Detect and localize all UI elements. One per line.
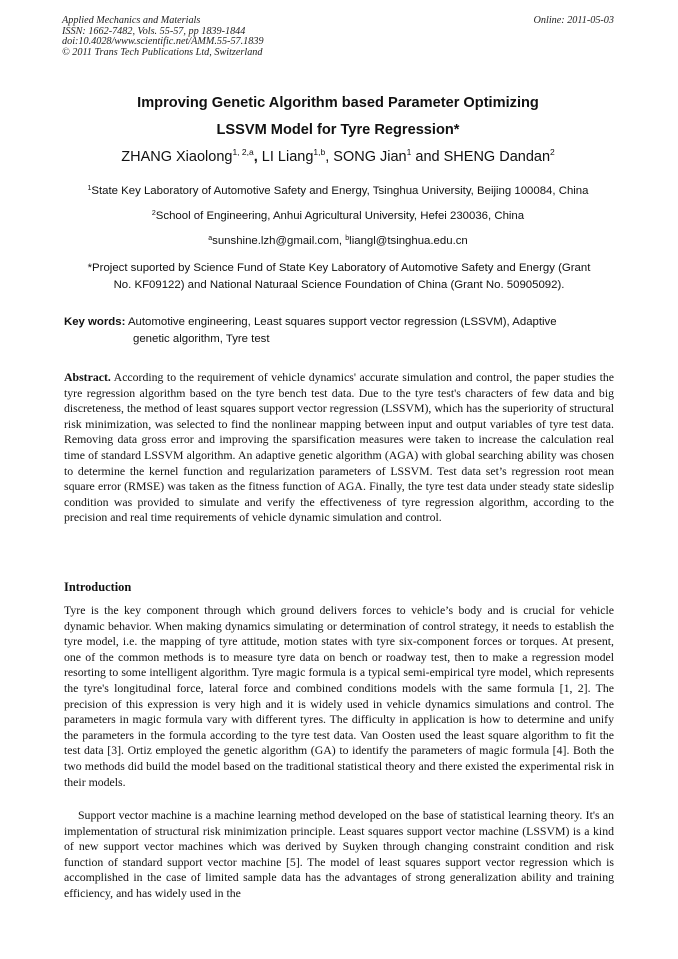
keywords-line-1: Automotive engineering, Least squares support vector regression (LSSVM), Adaptive xyxy=(125,316,557,328)
doi-line: doi:10.4028/www.scientific.net/AMM.55-57.1839 xyxy=(62,36,264,48)
issn-line: ISSN: 1662-7482, Vols. 55-57, pp 1839-1844 xyxy=(62,25,246,37)
author-emails xyxy=(56,235,620,247)
author-name: ZHANG Xiaolong xyxy=(121,149,233,165)
title-line-1: Improving Genetic Algorithm based Parameter Optimizing xyxy=(137,95,539,111)
affiliation-text: School of Engineering, Anhui Agricultural University, Hefei 230036, China xyxy=(155,210,525,222)
author-name: SONG Jian xyxy=(333,149,407,165)
copyright-line: © 2011 Trans Tech Publications Ltd, Switzerland xyxy=(62,46,263,58)
author-name: SHENG Dandan xyxy=(443,149,551,165)
intro-paragraph-1: Tyre is the key component through which ground delivers forces to vehicle’s body and is crucial for vehicle dynamic behavior. When making dynamics simulating or determination of control strategy, it needs to establish the tyre model, i.e. the mapping of tyre attitude, motion states with tyre six-component forces or torques. At present, one of the common methods is to measure tyre data on bench or roadway test, then to make a regression model resorting to some intelligent algorithm. Tyre magic formula is a typical semi-empirical tyre model, which represents the tyre's longitudinal force, lateral force and combined conditions models with the same formula [1, 2]. The precision of this expression is very high and it is widely used in vehicle dynamics simulations and control. The parameters in magic formula vary with different tyres. The difficulty in application is how to determine and unify the parameters in the formula according to the tyre test data. Van Oosten used the least square algorithm to fit the test data [3]. Ortiz employed the genetic algorithm (GA) to identify the parameters of magic formula [4]. Both the two methods did build the model based on the traditional statistical theory and there existed the experimental risk in their models. xyxy=(64,603,614,789)
online-date: Online: 2011-05-03 xyxy=(533,15,614,26)
author-superscript: 2 xyxy=(550,147,555,157)
author-superscript: 1, 2,a xyxy=(232,147,254,157)
paper-title xyxy=(62,90,614,144)
affiliation-superscript: 1 xyxy=(87,185,92,192)
funding-line-1: *Project suported by Science Fund of State Key Laboratory of Automotive Safety and Energy (Grant xyxy=(87,262,591,274)
title-line-2: LSSVM Model for Tyre Regression* xyxy=(216,122,460,138)
affiliation-2 xyxy=(56,210,620,222)
journal-header xyxy=(62,16,392,58)
keywords-line-2: genetic algorithm, Tyre test xyxy=(133,333,270,345)
email-superscript: a xyxy=(208,235,213,242)
author-name: LI Liang xyxy=(261,149,314,165)
abstract-label: Abstract. xyxy=(64,370,111,384)
section-heading-introduction: Introduction xyxy=(64,580,132,594)
author-superscript: 1 xyxy=(406,147,412,157)
author-list xyxy=(62,149,614,165)
author-separator: , xyxy=(325,149,334,165)
funding-note xyxy=(64,260,614,294)
author-separator: and xyxy=(411,149,444,165)
keywords-label: Key words: xyxy=(64,316,126,328)
author-superscript: 1,b xyxy=(313,147,326,157)
affiliation-1 xyxy=(56,185,620,197)
email-superscript: b xyxy=(345,235,350,242)
affiliation-superscript: 2 xyxy=(151,210,156,217)
journal-name: Applied Mechanics and Materials xyxy=(62,15,201,26)
author-separator: , xyxy=(253,149,262,165)
funding-line-2: No. KF09122) and National Naturaal Science Foundation of China (Grant No. 50905092). xyxy=(113,279,565,291)
email-a: sunshine.lzh@gmail.com, xyxy=(212,235,346,247)
affiliation-text: State Key Laboratory of Automotive Safety and Energy, Tsinghua University, Beijing 100084, China xyxy=(91,185,589,197)
abstract-text: According to the requirement of vehicle dynamics' accurate simulation and control, the paper studies the tyre regression algorithm based on the tyre bench test data. Due to the tyre test's characters of few data and big discreteness, the method of least squares support vector regression (LSSVM), which has the superiority of structural risk minimization, was selected to find the nonlinear mapping between input and output variables of tyre test data. Removing data gross error and improving the sparsification measures were taken to increase the calculation real time of standard LSSVM algorithm. An adaptive genetic algorithm (AGA) with global searching ability was chosen to determine the kernel function and regularization parameters of LSSVM. Test data set’s regression root mean square error (RMSE) was taken as the fitness function of AGA. Finally, the tyre test data under steady state sideslip condition was provided to simulate and verify the effectiveness of tyre regression algorithm, according to the precision and real time requirements of vehicle dynamic simulation and control. xyxy=(64,370,614,525)
email-b: liangl@tsinghua.edu.cn xyxy=(349,235,468,247)
keywords xyxy=(64,314,616,348)
intro-paragraph-2: Support vector machine is a machine learning method developed on the base of statistical learning theory. It's an implementation of structural risk minimization principle. Least squares support vector machine (LSSVM) is a kind of new support vector machines which was derived by Suyken through changing constraint condition and risk function of standard support vector machine [5]. The model of least squares support vector regression which is accomplished in the case of limited sample data has the advantages of strong generalization ability and training efficiency, and has widely used in the xyxy=(64,808,614,900)
abstract xyxy=(64,370,614,526)
